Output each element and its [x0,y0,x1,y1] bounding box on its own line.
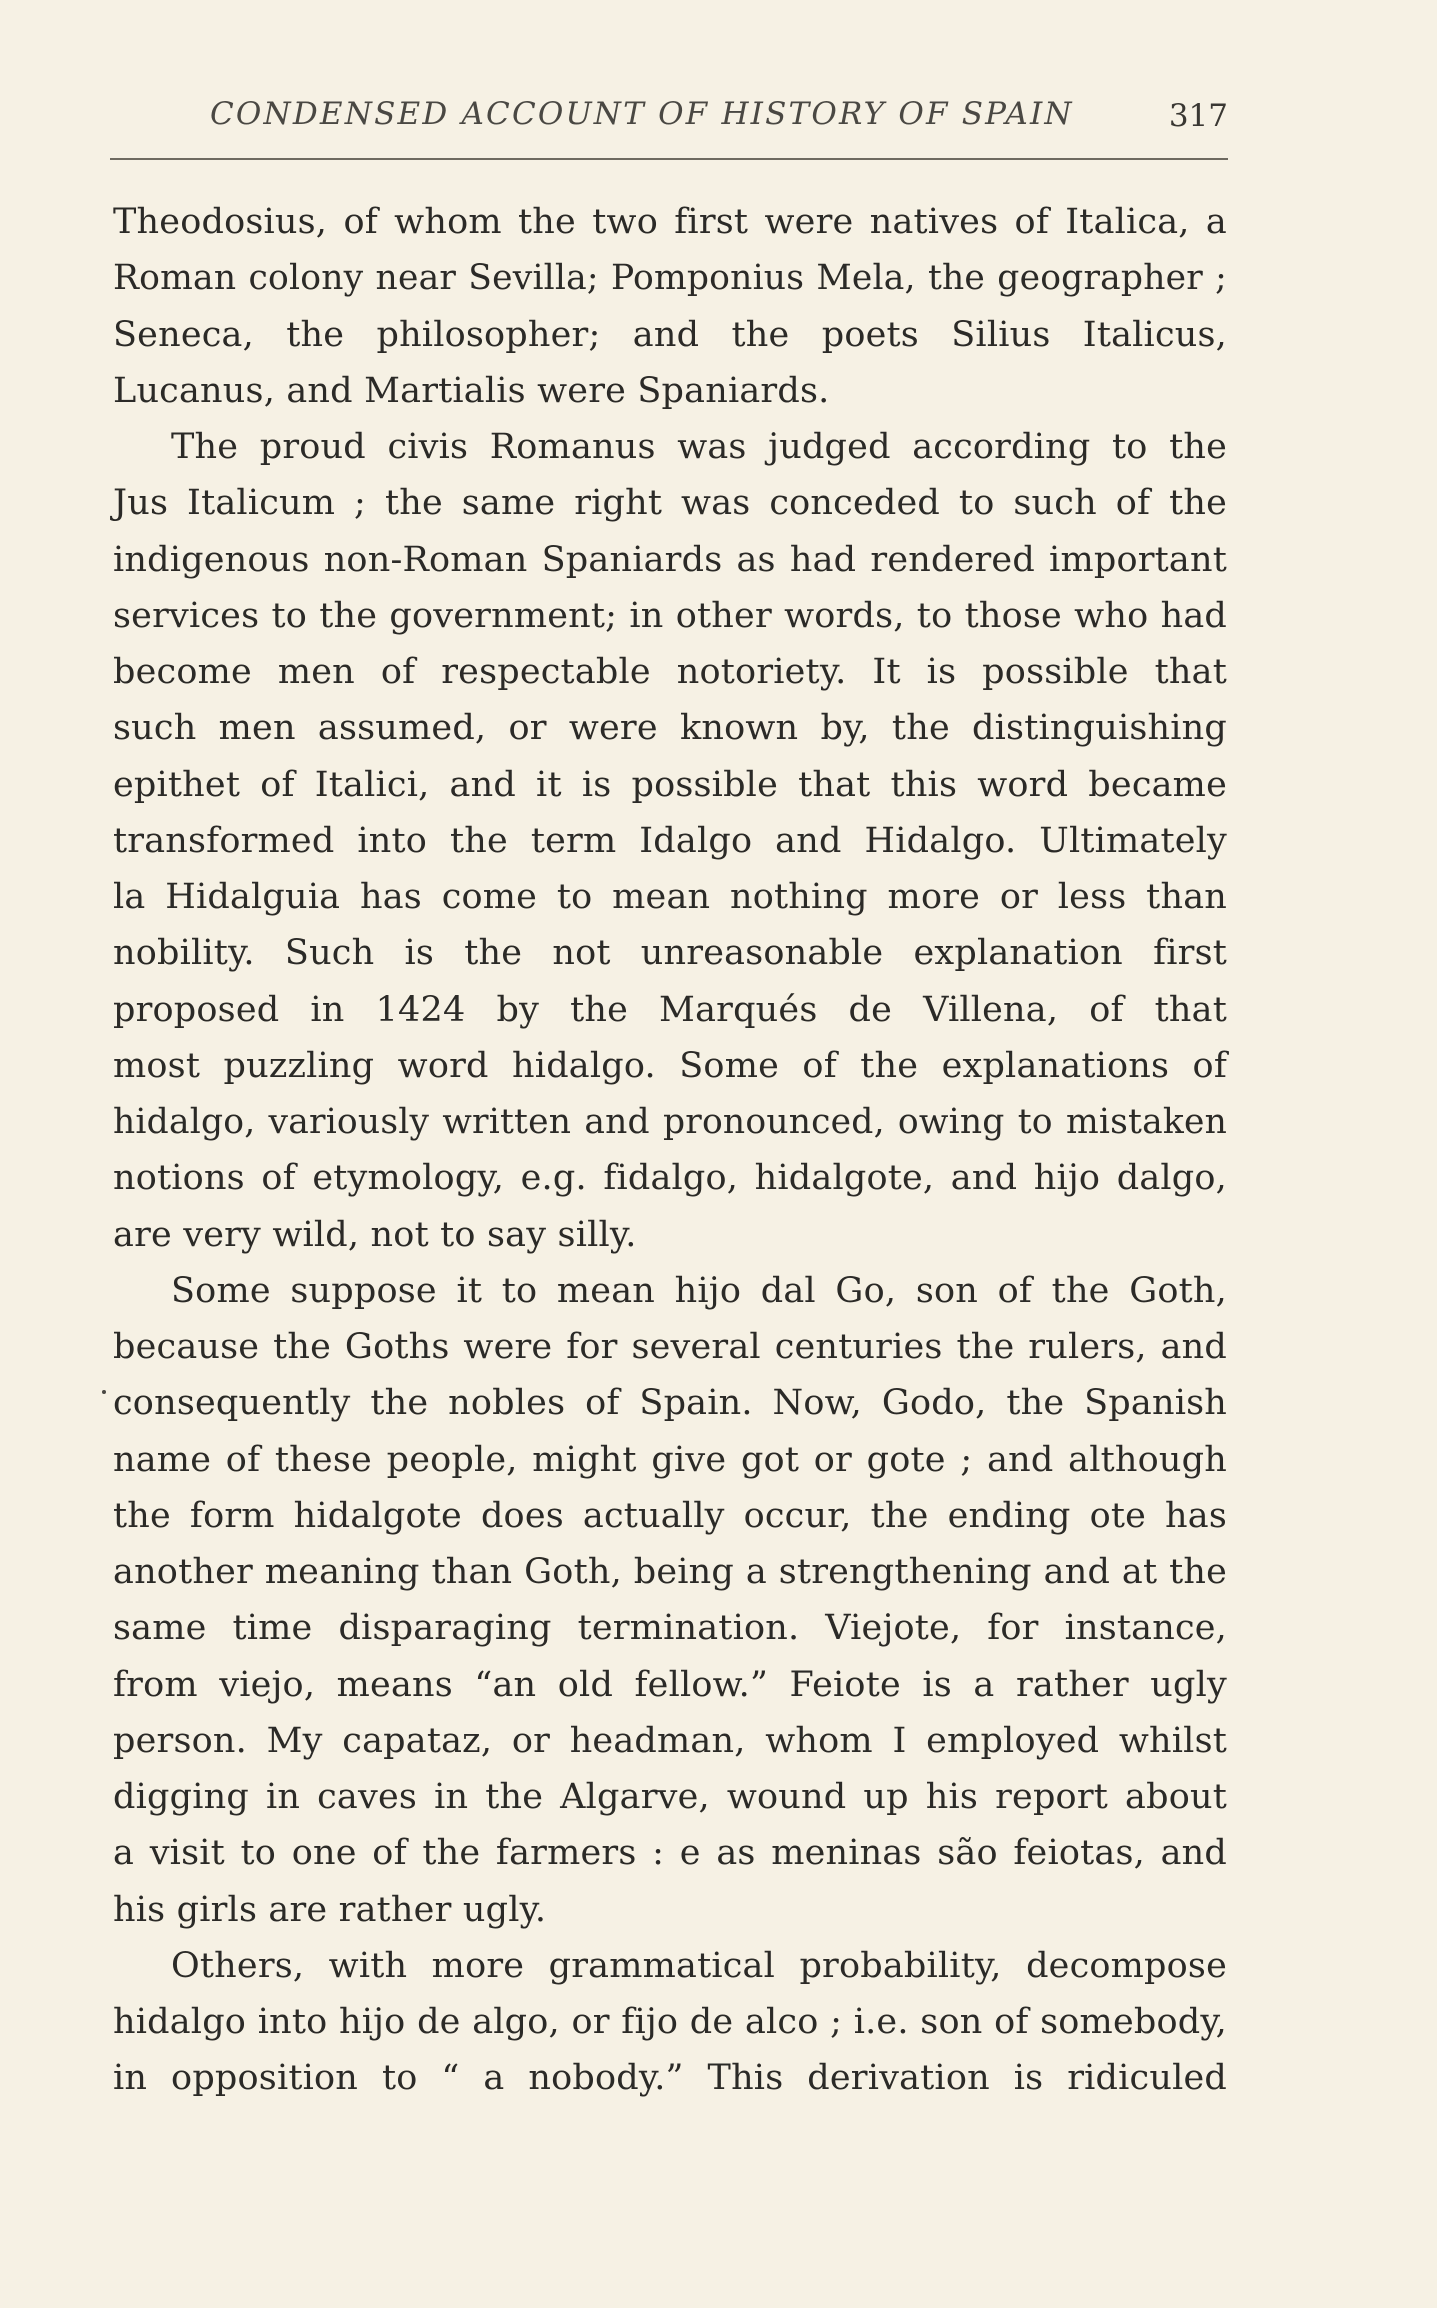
text-line: Theodosius, of whom the two first were natives of Italica, a [113,202,1227,242]
text-line: hidalgo into hijo de algo, or fijo de alco ; i.e. son of somebody, [113,2002,1227,2042]
text-line: Jus Italicum ; the same right was conceded to such of the [113,483,1227,524]
text-line: Seneca, the philosopher; and the poets Silius Italicus, [113,314,1227,355]
text-line: Lucanus, and Martialis were Spaniards. [113,370,830,411]
text-line: most puzzling word hidalgo. Some of the explanations of [113,1045,1227,1086]
header-rule [110,158,1228,160]
text-line: Roman colony near Sevilla; Pomponius Mela, the geographer ; [113,258,1227,299]
text-line: person. My capataz, or headman, whom I employed whilst [113,1720,1227,1761]
running-head [110,92,1228,142]
margin-dot [102,1390,106,1394]
text-line: the form hidalgote does actually occur, the ending ote has [113,1495,1227,1536]
text-line: a visit to one of the farmers : e as meninas são feiotas, and [113,1833,1227,1874]
running-title: CONDENSED ACCOUNT OF HISTORY OF SPAIN [210,96,1074,132]
body-text [113,194,1227,2107]
text-line: are very wild, not to say silly. [113,1214,637,1255]
text-line: services to the government; in other words, to those who had [113,595,1227,636]
text-line: his girls are rather ugly. [113,1889,547,1930]
text-line: hidalgo, variously written and pronounced, owing to mistaken [113,1102,1227,1142]
paragraph-start-line: Some suppose it to mean hijo dal Go, son of the Goth, [171,1270,1227,1311]
text-line: because the Goths were for several centuries the rulers, and [113,1327,1227,1367]
text-line: such men assumed, or were known by, the distinguishing [113,708,1227,749]
page-number: 317 [1168,98,1228,134]
text-line: become men of respectable notoriety. It is possible that [113,652,1227,692]
text-line: epithet of Italici, and it is possible that this word became [113,764,1227,805]
paragraph-start-line: Others, with more grammatical probability, decompose [171,1945,1227,1986]
text-line: proposed in 1424 by the Marqués de Villena, of that [113,989,1227,1030]
text-line: nobility. Such is the not unreasonable explanation first [113,933,1227,974]
text-line: transformed into the term Idalgo and Hidalgo. Ultimately [113,820,1227,861]
text-line: indigenous non-Roman Spaniards as had rendered important [113,539,1227,580]
text-line: notions of etymology, e.g. fidalgo, hidalgote, and hijo dalgo, [113,1158,1227,1199]
text-line: la Hidalguia has come to mean nothing more or less than [113,877,1227,917]
text-line: from viejo, means “an old fellow.” Feiote is a rather ugly [113,1664,1227,1705]
paragraph-start-line: The proud civis Romanus was judged according to the [171,427,1227,467]
text-line: in opposition to “ a nobody.” This derivation is ridiculed [113,2058,1227,2099]
text-line: digging in caves in the Algarve, wound up his report about [113,1777,1227,1817]
text-line: another meaning than Goth, being a strengthening and at the [113,1552,1227,1592]
text-line: consequently the nobles of Spain. Now, Godo, the Spanish [113,1383,1227,1424]
text-line: name of these people, might give got or gote ; and although [113,1439,1227,1480]
text-line: same time disparaging termination. Viejote, for instance, [113,1608,1227,1649]
